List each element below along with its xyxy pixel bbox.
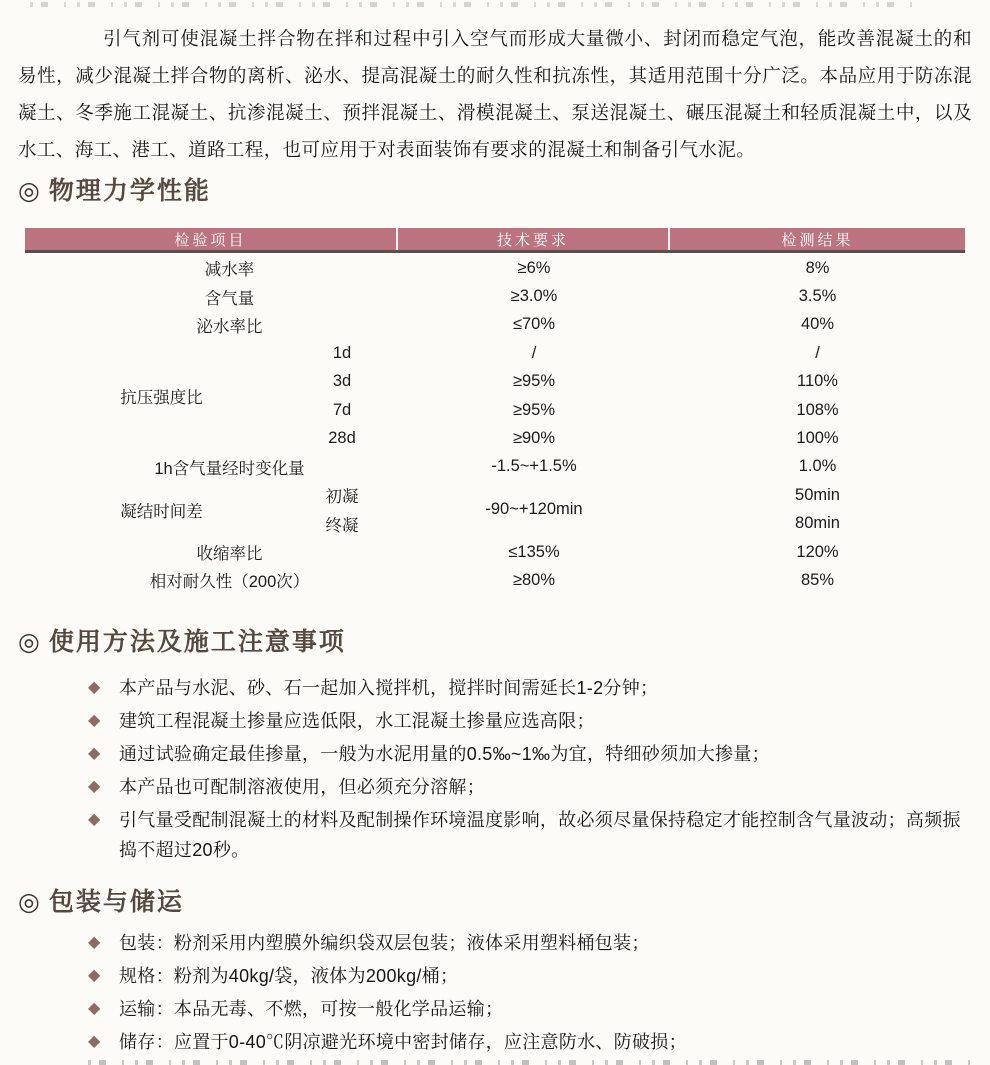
result-value: 100%	[796, 429, 839, 448]
bullet-text: 引气量受配制混凝土的材料及配制操作环境温度影响，故必须尽量保持稳定才能控制含气量波动；高频振捣不超过20秒。	[119, 809, 961, 860]
bullet-text: 本产品与水泥、砂、石一起加入搅拌机，搅拌时间需延长1-2分钟；	[119, 677, 659, 698]
result-value: 108%	[796, 400, 839, 419]
diamond-bullet-icon: ◆	[88, 1032, 101, 1050]
list-item	[88, 961, 972, 991]
item-cell: 收缩率比	[196, 545, 263, 564]
bullet-text: 建筑工程混凝土掺量应选低限，水工混凝土掺量应选高限；	[119, 710, 595, 731]
item-cell: 1h含气量经时变化量	[154, 459, 305, 478]
bullet-text: 规格：粉剂为40kg/袋，液体为200kg/桶；	[119, 965, 459, 986]
result-cell: 1.0%	[798, 457, 837, 476]
table-row	[25, 538, 965, 566]
list-item	[88, 673, 972, 703]
table-row	[25, 254, 965, 282]
truncated-top-text-line	[30, 2, 920, 7]
requirement-cell: ≥80%	[512, 570, 556, 589]
sub-item-label: 1d	[332, 343, 352, 362]
requirement-value: ≥95%	[512, 400, 556, 419]
bullet-text: 本产品也可配制溶液使用，但必须充分溶解；	[119, 776, 485, 797]
sub-item-label: 3d	[332, 372, 352, 391]
list-item	[88, 772, 972, 802]
bullseye-icon: ◎	[18, 887, 40, 916]
result-cell: 8%	[805, 258, 830, 277]
table-row	[25, 481, 965, 538]
table-body	[25, 253, 965, 595]
diamond-bullet-icon: ◆	[88, 966, 101, 984]
section-heading-performance	[18, 176, 972, 207]
table-header-row	[25, 228, 965, 253]
table-row	[25, 311, 965, 339]
result-cell: 3.5%	[798, 287, 837, 306]
bullet-text: 运输：本品无毒、不燃，可按一般化学品运输；	[119, 998, 504, 1019]
requirement-cell: ≥6%	[517, 258, 551, 277]
requirement-value: /	[531, 343, 537, 362]
packaging-bullet-list	[88, 928, 972, 1057]
bullet-text: 包装：粉剂采用内塑膜外编织袋双层包装；液体采用塑料桶包装；	[119, 932, 650, 953]
section-title-usage: 使用方法及施工注意事项	[48, 627, 346, 656]
requirement-value: ≥95%	[512, 372, 556, 391]
requirement-value: ≥90%	[512, 429, 556, 448]
requirement-cell: -1.5~+1.5%	[491, 457, 577, 476]
table-row	[25, 339, 965, 453]
diamond-bullet-icon: ◆	[88, 810, 101, 828]
list-item	[88, 928, 972, 958]
sub-item-list	[286, 339, 398, 453]
section-heading-packaging	[18, 887, 972, 918]
bullet-text: 通过试验确定最佳掺量，一般为水泥用量的0.5‰~1‰为宜，特细砂须加大掺量；	[119, 743, 770, 764]
sub-item-label: 7d	[332, 400, 352, 419]
result-cell: 40%	[800, 315, 835, 334]
item-cell: 相对耐久性（200次）	[149, 573, 310, 592]
item-cell: 减水率	[204, 261, 255, 280]
truncated-bottom-text-line	[88, 1060, 978, 1065]
diamond-bullet-icon: ◆	[88, 999, 101, 1017]
item-cell: 含气量	[204, 289, 255, 308]
list-item	[88, 1027, 972, 1057]
group-label: 凝结时间差	[120, 502, 203, 521]
result-value: 110%	[797, 372, 838, 391]
sub-item-label: 终凝	[325, 516, 359, 535]
result-cell	[670, 339, 965, 453]
table-header-item-column: 检验项目	[25, 228, 398, 250]
performance-table	[25, 228, 965, 595]
table-row	[25, 453, 965, 481]
section-title-performance: 物理力学性能	[48, 177, 211, 205]
result-value: 80min	[795, 514, 840, 533]
requirement-cell: -90~+120min	[485, 500, 583, 519]
item-cell	[25, 339, 398, 453]
intro-paragraph: 引气剂可使混凝土拌合物在拌和过程中引入空气而形成大量微小、封闭而稳定气泡，能改善混凝土的和易性，减少混凝土拌合物的离析、泌水、提高混凝土的耐久性和抗冻性，其适用范围十分广泛。本品应用于防冻混凝土、冬季施工混凝土、抗渗混凝土、预拌混凝土、滑模混凝土、泵送混凝土、碾压混凝土和轻质混凝土中，以及水工、海工、港工、道路工程，也可应用于对表面装饰有要求的混凝土和制备引气水泥。	[18, 28, 972, 160]
requirement-cell	[398, 339, 670, 453]
item-cell	[25, 481, 398, 538]
requirement-cell: ≤135%	[508, 542, 560, 561]
diamond-bullet-icon: ◆	[88, 744, 101, 762]
table-row	[25, 566, 965, 594]
table-header-requirement-column: 技术要求	[398, 228, 670, 250]
list-item	[88, 994, 972, 1024]
table-header-result-column: 检测结果	[670, 228, 965, 250]
sub-item-label: 28d	[328, 429, 356, 448]
result-cell: 120%	[796, 542, 839, 561]
group-label: 抗压强度比	[120, 388, 203, 407]
bullseye-icon: ◎	[18, 177, 40, 205]
table-row	[25, 282, 965, 310]
result-value: 50min	[795, 485, 840, 504]
result-value: /	[815, 343, 820, 362]
sub-item-list	[286, 481, 398, 538]
item-cell: 泌水率比	[196, 317, 263, 336]
diamond-bullet-icon: ◆	[88, 678, 101, 696]
section-heading-usage	[18, 627, 972, 658]
usage-bullet-list	[88, 673, 972, 865]
list-item	[88, 706, 972, 736]
result-cell	[670, 481, 965, 538]
result-cell: 85%	[800, 570, 835, 589]
diamond-bullet-icon: ◆	[88, 711, 101, 729]
requirement-cell: ≤70%	[512, 315, 556, 334]
bullseye-icon: ◎	[18, 627, 40, 656]
list-item	[88, 805, 972, 865]
requirement-cell: ≥3.0%	[510, 287, 558, 306]
bullet-text: 储存：应置于0-40℃阴凉避光环境中密封储存，应注意防水、防破损；	[119, 1031, 687, 1052]
diamond-bullet-icon: ◆	[88, 933, 101, 951]
list-item	[88, 739, 972, 769]
diamond-bullet-icon: ◆	[88, 777, 101, 795]
sub-item-label: 初凝	[325, 488, 359, 507]
section-title-packaging: 包装与储运	[48, 887, 184, 916]
